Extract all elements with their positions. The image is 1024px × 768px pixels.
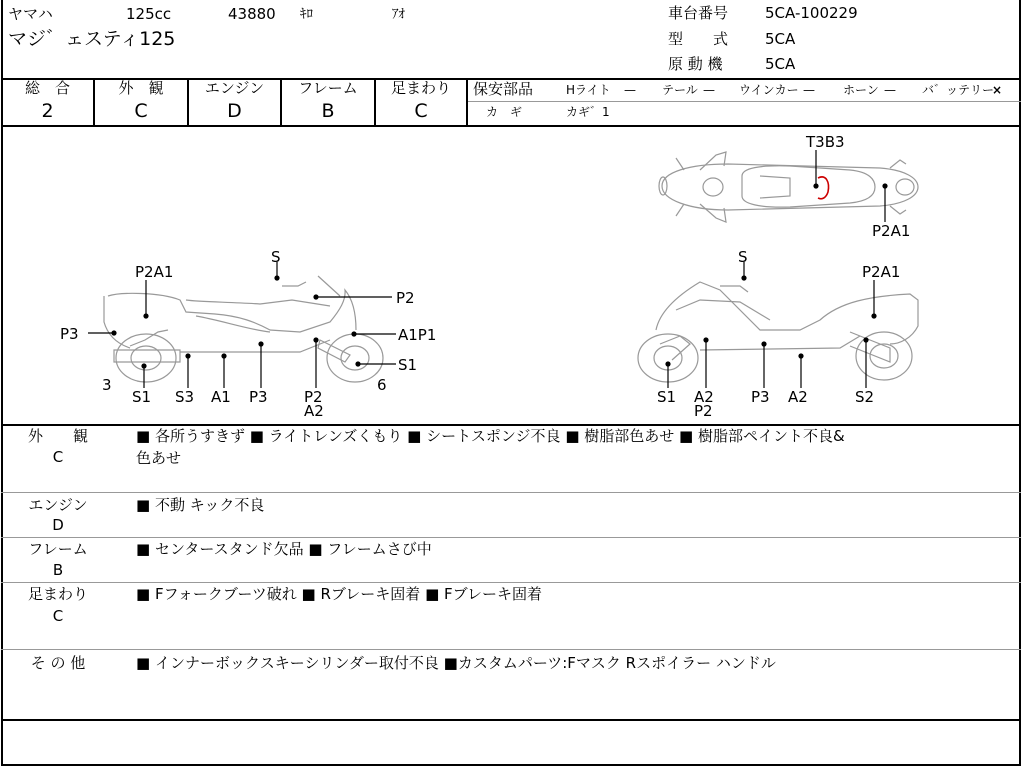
horn-label: ホーン: [843, 83, 879, 97]
frame-no-label: 車台番号: [668, 4, 729, 22]
remark-frame-grade: B: [52, 561, 64, 579]
divider: [1, 492, 1021, 493]
frame-grade: B: [321, 100, 335, 122]
remark-frame-label: フレーム: [28, 540, 88, 558]
horn-status: —: [884, 83, 896, 97]
suspension-grade: C: [414, 100, 428, 122]
remark-engine-label: エンジン: [28, 496, 88, 514]
winker-status: —: [803, 83, 815, 97]
top-view-scooter: [659, 152, 918, 222]
remark-exterior-text: ■ 各所うすきず ■ ライトレンズくもり ■ シートスポンジ不良 ■ 樹脂部色あせ ■ 樹脂部ペイント不良&: [136, 427, 845, 445]
type-label: 型 式: [668, 30, 729, 48]
remark-engine-grade: D: [52, 516, 64, 534]
mileage-unit: ｷﾛ: [300, 7, 313, 22]
frame-no: 5CA-100229: [765, 4, 858, 22]
remark-exterior-label: 外 観: [27, 427, 88, 445]
exterior-grade: C: [134, 100, 148, 122]
maker: ヤマハ: [8, 5, 53, 23]
diagram-label: T3B3: [806, 133, 845, 151]
remark-exterior-grade: C: [52, 448, 64, 466]
key-label: カ ギ: [486, 105, 523, 119]
scratch-mark: [818, 177, 829, 199]
tail-label: テール: [662, 83, 698, 97]
tail-status: —: [703, 83, 715, 97]
engine-label: エンジン: [204, 79, 265, 97]
diagram-label: A2: [304, 402, 324, 420]
diagram-label: P3: [249, 388, 268, 406]
diagram-label: S1: [657, 388, 677, 406]
diagram-label: S: [738, 248, 748, 266]
remark-suspension-grade: C: [52, 607, 64, 625]
divider: [1, 424, 1021, 426]
key-value: カギ゛1: [566, 105, 610, 119]
diagram-label: A2: [694, 388, 714, 406]
divider: [468, 101, 1021, 102]
remark-frame-text: ■ センタースタンド欠品 ■ フレームさび中: [136, 540, 432, 558]
damage-diagram: [0, 127, 1024, 425]
diagram-label: 3: [102, 376, 112, 394]
divider: [1, 649, 1021, 650]
diagram-label: S: [271, 248, 281, 266]
frame-label: フレーム: [298, 79, 358, 97]
battery-status: ×: [992, 83, 1003, 97]
headlight-label: Hライト: [566, 83, 611, 97]
suspension-label: 足まわり: [390, 79, 451, 97]
diagram-label: P2A1: [135, 263, 174, 281]
overall-label: 総 合: [24, 79, 70, 97]
diagram-label: S1: [132, 388, 152, 406]
diagram-label: 6: [377, 376, 387, 394]
diagram-label: P2: [396, 289, 415, 307]
remark-suspension-text: ■ Fフォークブーツ破れ ■ Rブレーキ固着 ■ Fブレーキ固着: [136, 585, 543, 603]
remark-suspension-label: 足まわり: [27, 585, 88, 603]
model-name: マジ゛ェスティ125: [8, 28, 176, 50]
headlight-status: —: [624, 83, 636, 97]
right-side-scooter: [638, 282, 918, 382]
divider: [1, 537, 1021, 538]
exterior-label: 外 観: [118, 79, 164, 97]
remark-engine-text: ■ 不動 キック不良: [136, 496, 265, 514]
winker-label: ウインカー: [739, 83, 799, 97]
diagram-label: A1P1: [398, 326, 437, 344]
diagram-label: P2A1: [862, 263, 901, 281]
diagram-label: S3: [175, 388, 195, 406]
overall-grade: 2: [41, 100, 54, 122]
engine-model-value: 5CA: [765, 55, 796, 73]
remark-other-label: そ の 他: [30, 654, 86, 672]
safety-parts-label: 保安部品: [473, 80, 534, 98]
divider: [1, 719, 1021, 721]
divider: [1, 582, 1021, 583]
diagram-label: P3: [60, 325, 79, 343]
engine-model-label: 原 動 機: [668, 55, 723, 73]
diagram-label: P2: [304, 388, 323, 406]
diagram-label: S2: [855, 388, 875, 406]
battery-label: バ゛ッテリー: [922, 83, 995, 97]
remark-other-text: ■ インナーボックスキーシリンダー取付不良 ■カスタムパーツ:Fマスク Rスポイラー ハンドル: [136, 654, 776, 672]
diagram-label: S1: [398, 356, 418, 374]
color: ｱｵ: [392, 7, 405, 22]
diagram-label: A1: [211, 388, 231, 406]
divider: [466, 78, 468, 125]
engine-grade: D: [227, 100, 242, 122]
displacement: 125cc: [126, 5, 172, 23]
remark-exterior-text-2: 色あせ: [136, 449, 182, 467]
type-value: 5CA: [765, 30, 796, 48]
diagram-label: P2A1: [872, 222, 911, 240]
diagram-label: P3: [751, 388, 770, 406]
diagram-label: A2: [788, 388, 808, 406]
mileage: 43880: [228, 5, 276, 23]
diagram-label: P2: [694, 402, 713, 420]
